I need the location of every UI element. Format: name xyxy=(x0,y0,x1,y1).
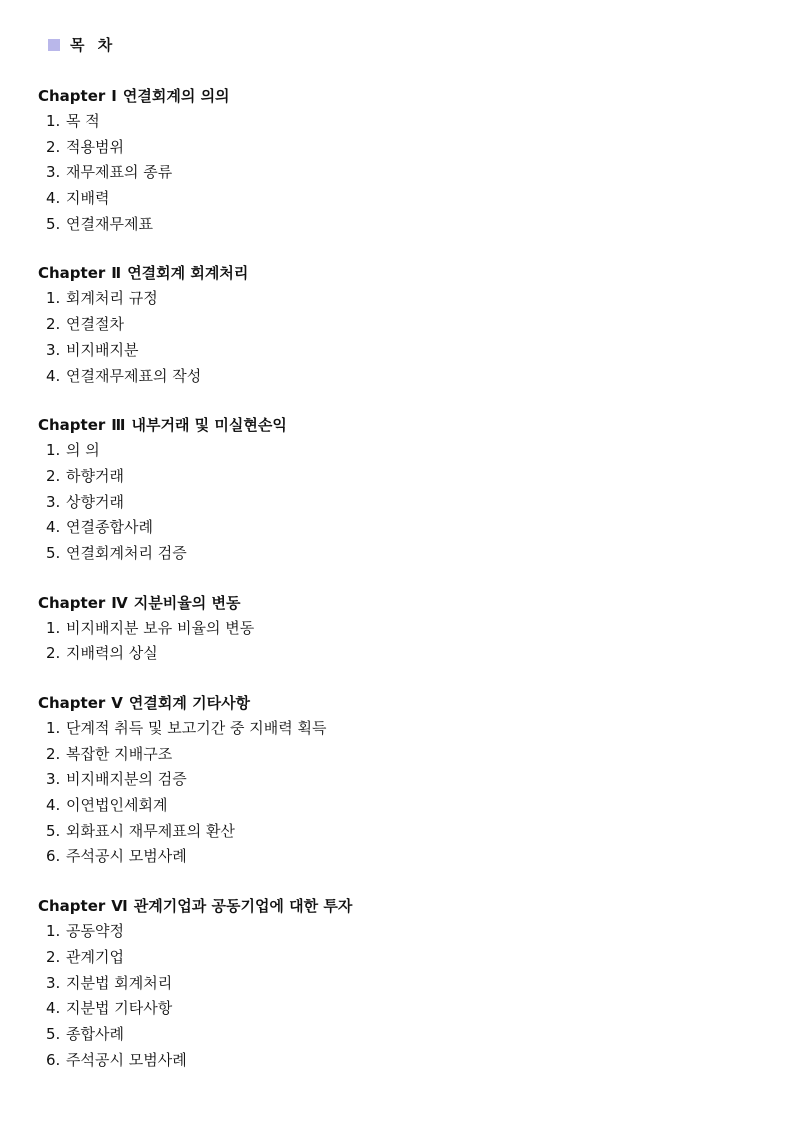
item-number: 3. xyxy=(46,492,61,511)
item-text: 공동약정 xyxy=(66,922,124,941)
item-number: 6. xyxy=(46,1050,61,1069)
list-item xyxy=(38,541,758,567)
item-number: 2. xyxy=(46,466,61,485)
list-item xyxy=(38,160,758,186)
item-number: 2. xyxy=(46,137,61,156)
chapter-numeral: Ⅰ xyxy=(111,87,117,105)
chapter-heading xyxy=(38,591,758,616)
list-item xyxy=(38,819,758,845)
chapter-title: 관계기업과 공동기업에 대한 투자 xyxy=(133,897,353,916)
chapter-section xyxy=(38,84,758,237)
toc-header xyxy=(48,34,116,55)
chapter-prefix: Chapter xyxy=(38,593,106,612)
item-text: 연결절차 xyxy=(66,315,124,334)
item-text: 외화표시 재무제표의 환산 xyxy=(66,821,235,840)
item-text: 지배력의 상실 xyxy=(66,644,158,663)
chapter-section xyxy=(38,261,758,389)
item-number: 5. xyxy=(46,821,61,840)
list-item xyxy=(38,767,758,793)
toc-title: 목 차 xyxy=(70,36,117,54)
item-text: 복잡한 지배구조 xyxy=(66,744,173,763)
item-number: 2. xyxy=(46,315,61,334)
list-item xyxy=(38,338,758,364)
list-item xyxy=(38,286,758,312)
chapter-title: 연결회계의 의의 xyxy=(122,87,230,105)
item-text: 지분법 회계처리 xyxy=(66,973,173,992)
item-text: 하향거래 xyxy=(66,466,124,485)
list-item xyxy=(38,312,758,338)
item-text: 연결종합사례 xyxy=(66,518,153,537)
chapter-numeral: Ⅴ xyxy=(111,694,123,712)
list-item xyxy=(38,844,758,870)
list-item xyxy=(38,919,758,945)
item-number: 4. xyxy=(46,796,61,815)
item-text: 적용범위 xyxy=(66,137,124,156)
item-number: 3. xyxy=(46,163,61,182)
table-of-contents xyxy=(38,84,758,1097)
chapter-section xyxy=(38,413,758,566)
item-text: 상향거래 xyxy=(66,492,124,511)
list-item xyxy=(38,135,758,161)
item-number: 3. xyxy=(46,340,61,359)
item-text: 관계기업 xyxy=(66,947,124,966)
chapter-title: 연결회계 기타사항 xyxy=(128,694,251,712)
list-item xyxy=(38,716,758,742)
item-number: 2. xyxy=(46,947,61,966)
item-number: 6. xyxy=(46,847,61,866)
item-text: 연결회계처리 검증 xyxy=(66,543,187,562)
item-text: 주석공시 모범사례 xyxy=(66,847,187,866)
chapter-title: 내부거래 및 미실현손익 xyxy=(131,416,287,435)
chapter-prefix: Chapter xyxy=(38,897,106,916)
item-text: 이연법인세회계 xyxy=(66,796,168,815)
item-text: 지배력 xyxy=(66,189,110,208)
item-number: 1. xyxy=(46,719,61,737)
item-text: 주석공시 모범사례 xyxy=(66,1050,187,1069)
item-number: 1. xyxy=(46,441,61,460)
item-number: 1. xyxy=(46,618,61,637)
list-item xyxy=(38,1048,758,1074)
list-item xyxy=(38,945,758,971)
item-text: 비지배지분 보유 비율의 변동 xyxy=(66,618,255,637)
list-item xyxy=(38,996,758,1022)
chapter-prefix: Chapter xyxy=(38,87,106,105)
item-text: 재무제표의 종류 xyxy=(66,163,173,182)
list-item xyxy=(38,464,758,490)
item-text: 의 의 xyxy=(66,441,100,460)
list-item xyxy=(38,742,758,768)
chapter-section xyxy=(38,691,758,870)
item-number: 3. xyxy=(46,770,61,789)
chapter-numeral: Ⅳ xyxy=(111,593,128,612)
item-number: 4. xyxy=(46,518,61,537)
chapter-numeral: Ⅱ xyxy=(111,264,122,283)
chapter-numeral: Ⅵ xyxy=(111,897,128,916)
item-text: 단계적 취득 및 보고기간 중 지배력 획득 xyxy=(66,719,327,737)
list-item xyxy=(38,364,758,390)
list-item xyxy=(38,186,758,212)
chapter-prefix: Chapter xyxy=(38,694,106,712)
item-number: 5. xyxy=(46,1024,61,1043)
item-text: 비지배지분의 검증 xyxy=(66,770,187,789)
item-text: 지분법 기타사항 xyxy=(66,999,173,1018)
item-number: 2. xyxy=(46,644,61,663)
chapter-title: 지분비율의 변동 xyxy=(133,593,241,612)
item-text: 연결재무제표 xyxy=(66,214,153,233)
list-item xyxy=(38,616,758,642)
chapter-section xyxy=(38,591,758,667)
list-item xyxy=(38,438,758,464)
chapter-section xyxy=(38,894,758,1073)
list-item xyxy=(38,971,758,997)
chapter-prefix: Chapter xyxy=(38,264,106,283)
item-number: 5. xyxy=(46,543,61,562)
list-item xyxy=(38,641,758,667)
list-item xyxy=(38,515,758,541)
item-number: 4. xyxy=(46,189,61,208)
item-number: 1. xyxy=(46,112,61,130)
chapter-heading xyxy=(38,691,758,716)
list-item xyxy=(38,212,758,238)
chapter-heading xyxy=(38,84,758,109)
item-number: 2. xyxy=(46,744,61,763)
item-number: 3. xyxy=(46,973,61,992)
square-bullet-icon xyxy=(48,39,60,51)
item-number: 4. xyxy=(46,999,61,1018)
chapter-heading xyxy=(38,894,758,919)
item-number: 4. xyxy=(46,366,61,385)
chapter-heading xyxy=(38,261,758,286)
item-text: 종합사례 xyxy=(66,1024,124,1043)
list-item xyxy=(38,109,758,135)
item-text: 연결재무제표의 작성 xyxy=(66,366,202,385)
chapter-numeral: Ⅲ xyxy=(111,416,126,435)
item-number: 5. xyxy=(46,214,61,233)
item-text: 회계처리 규정 xyxy=(66,289,158,308)
chapter-heading xyxy=(38,413,758,438)
item-text: 목 적 xyxy=(66,112,100,130)
item-number: 1. xyxy=(46,922,61,941)
list-item xyxy=(38,1022,758,1048)
list-item xyxy=(38,793,758,819)
chapter-prefix: Chapter xyxy=(38,416,106,435)
list-item xyxy=(38,490,758,516)
item-text: 비지배지분 xyxy=(66,340,139,359)
chapter-title: 연결회계 회계처리 xyxy=(127,264,249,283)
item-number: 1. xyxy=(46,289,61,308)
